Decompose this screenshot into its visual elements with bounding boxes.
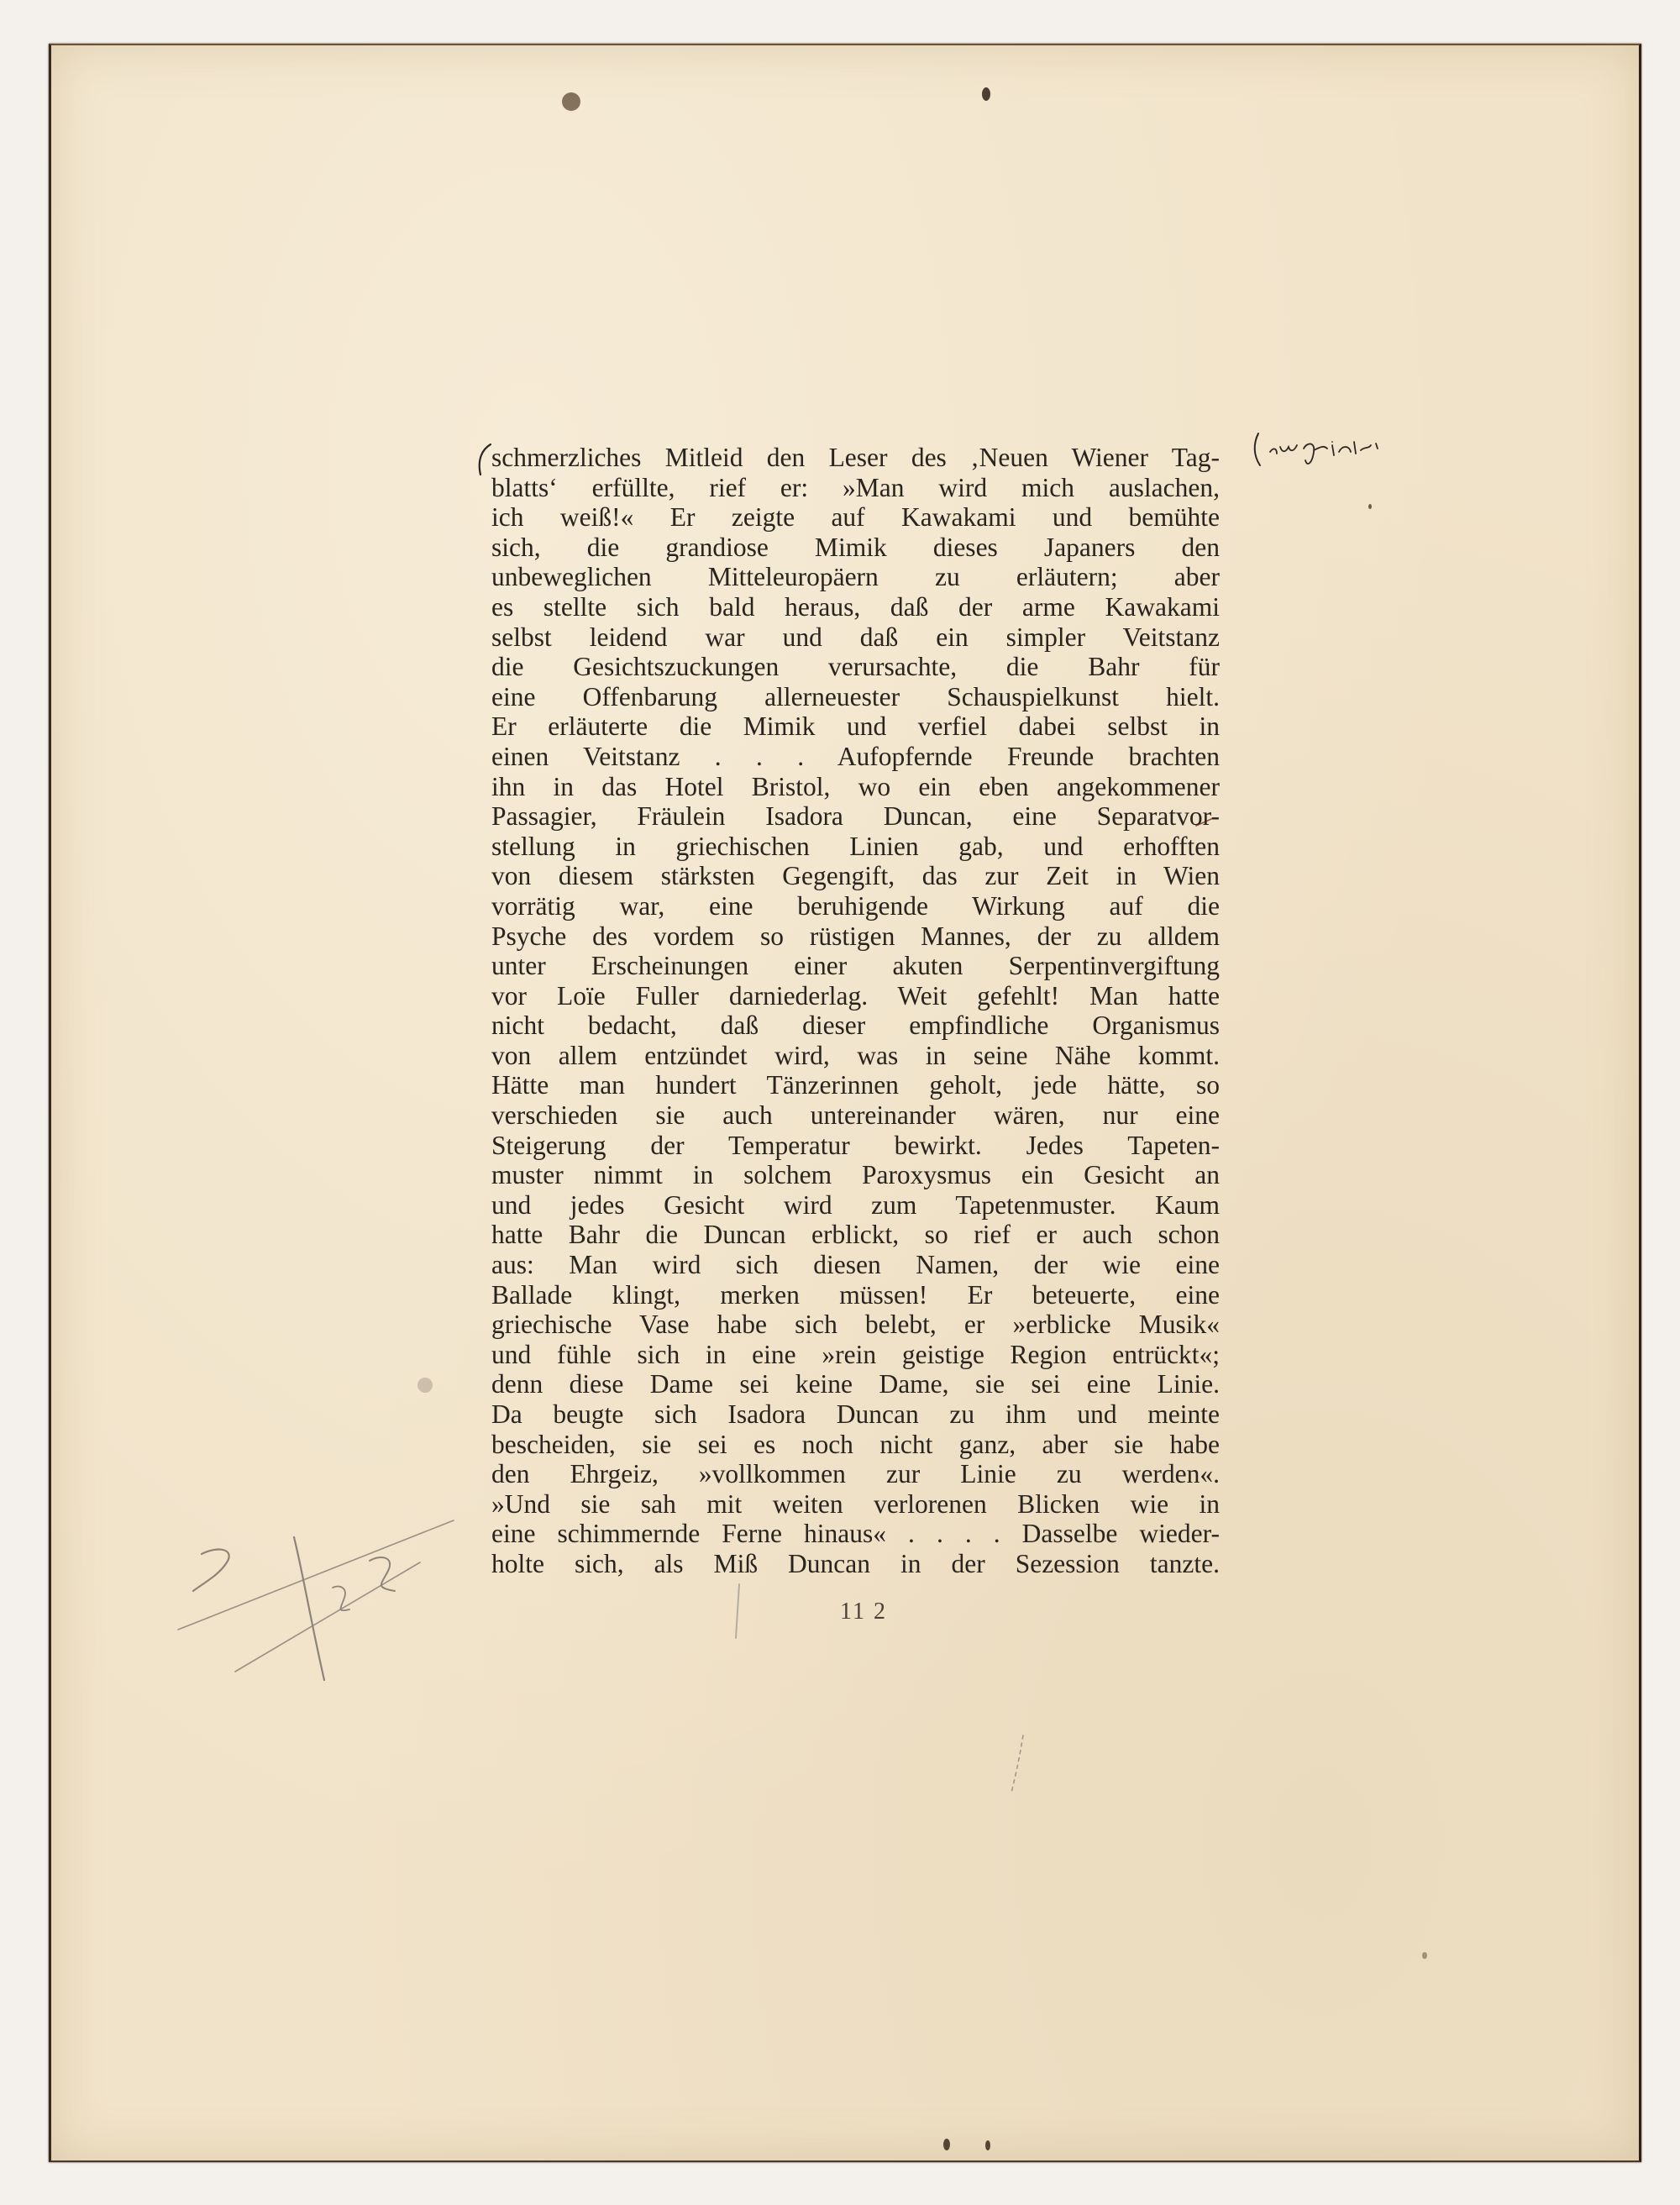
- ink-dot-bottom-center-2: [985, 2140, 990, 2150]
- text-line: und jedes Gesicht wird zum Tapetenmuster. Kaum: [491, 1189, 1220, 1220]
- text-line: stellung in griechischen Linien gab, und erhofften: [491, 831, 1220, 861]
- text-line: blatts‘ erfüllte, rief er: »Man wird mich auslachen,: [491, 472, 1220, 502]
- text-line: den Ehrgeiz, »vollkommen zur Linie zu werden«.: [491, 1459, 1220, 1489]
- page-number: 11 2: [840, 1599, 887, 1625]
- text-line: Hätte man hundert Tänzerinnen geholt, jede hätte, so: [491, 1070, 1220, 1100]
- text-line: »Und sie sah mit weiten verlorenen Blicken wie in: [491, 1488, 1220, 1519]
- text-line: ihn in das Hotel Bristol, wo ein eben angekommener: [491, 771, 1220, 801]
- text-line: Steigerung der Temperatur bewirkt. Jedes Tapeten-: [491, 1130, 1220, 1160]
- text-line: unter Erscheinungen einer akuten Serpentinvergiftung: [491, 951, 1220, 981]
- text-line: vorrätig war, eine beruhigende Wirkung auf die: [491, 890, 1220, 921]
- text-line: von allem entzündet wird, was in seine Nähe kommt.: [491, 1040, 1220, 1070]
- text-line: griechische Vase habe sich belebt, er »erblicke Musik«: [491, 1310, 1220, 1340]
- ink-blot-top-center: [982, 87, 990, 101]
- text-line: Passagier, Fräulein Isadora Duncan, eine Separatvor-: [491, 801, 1220, 832]
- text-line: verschieden sie auch untereinander wären, nur eine: [491, 1100, 1220, 1131]
- text-line: bescheiden, sie sei es noch nicht ganz, aber sie habe: [491, 1429, 1220, 1459]
- text-line: unbeweglichen Mitteleuropäern zu erläutern; aber: [491, 562, 1220, 592]
- text-line: eine schimmernde Ferne hinaus« . . . . Dasselbe wieder-: [491, 1519, 1220, 1549]
- text-line: eine Offenbarung allerneuester Schauspielkunst hielt.: [491, 681, 1220, 711]
- text-line: nicht bedacht, daß dieser empfindliche Organismus: [491, 1011, 1220, 1041]
- ink-dot-left: [417, 1378, 433, 1393]
- text-line: einen Veitstanz . . . Aufopfernde Freunde brachten: [491, 741, 1220, 771]
- text-line: sich, die grandiose Mimik dieses Japaners den: [491, 532, 1220, 562]
- handwritten-margin-note-icon: [1252, 427, 1403, 477]
- text-line: denn diese Dame sei keine Dame, sie sei eine Linie.: [491, 1369, 1220, 1399]
- text-line: und fühle sich in eine »rein geistige Region entrückt«;: [491, 1339, 1220, 1369]
- ink-dot-right: [1368, 504, 1372, 509]
- ink-dot-bottom-center: [943, 2139, 950, 2150]
- text-line: hatte Bahr die Duncan erblickt, so rief er auch schon: [491, 1220, 1220, 1250]
- ink-blot-top-left: [562, 92, 580, 111]
- text-line: von diesem stärksten Gegengift, das zur Zeit in Wien: [491, 861, 1220, 891]
- text-line: aus: Man wird sich diesen Namen, der wie eine: [491, 1250, 1220, 1280]
- text-line: vor Loïe Fuller darniederlag. Weit gefehlt! Man hatte: [491, 980, 1220, 1011]
- pencil-scribble-icon: [168, 1504, 470, 1705]
- text-line: selbst leidend war und daß ein simpler Veitstanz: [491, 622, 1220, 652]
- text-line: holte sich, als Miß Duncan in der Sezession tanzte.: [491, 1548, 1220, 1578]
- pencil-mark-lower-icon: [998, 1730, 1040, 1798]
- text-line: ich weiß!« Er zeigte auf Kawakami und bemühte: [491, 502, 1220, 533]
- text-line: Er erläuterte die Mimik und verfiel dabei selbst in: [491, 711, 1220, 742]
- text-line: Psyche des vordem so rüstigen Mannes, der zu alldem: [491, 921, 1220, 951]
- text-line: schmerzliches Mitleid den Leser des ‚Neuen Wiener Tag-: [491, 443, 1220, 472]
- text-line: es stellte sich bald heraus, daß der arme Kawakami: [491, 591, 1220, 622]
- text-line: Ballade klingt, merken müssen! Er beteuerte, eine: [491, 1279, 1220, 1310]
- text-line: Da beugte sich Isadora Duncan zu ihm und meinte: [491, 1399, 1220, 1429]
- body-text: [491, 443, 1220, 1579]
- pencil-tick-icon: [714, 1579, 764, 1646]
- text-line: muster nimmt in solchem Paroxysmus ein Gesicht an: [491, 1160, 1220, 1190]
- ink-dot-bottom-right: [1422, 1952, 1427, 1959]
- text-line: die Gesichtszuckungen verursachte, die Bahr für: [491, 652, 1220, 682]
